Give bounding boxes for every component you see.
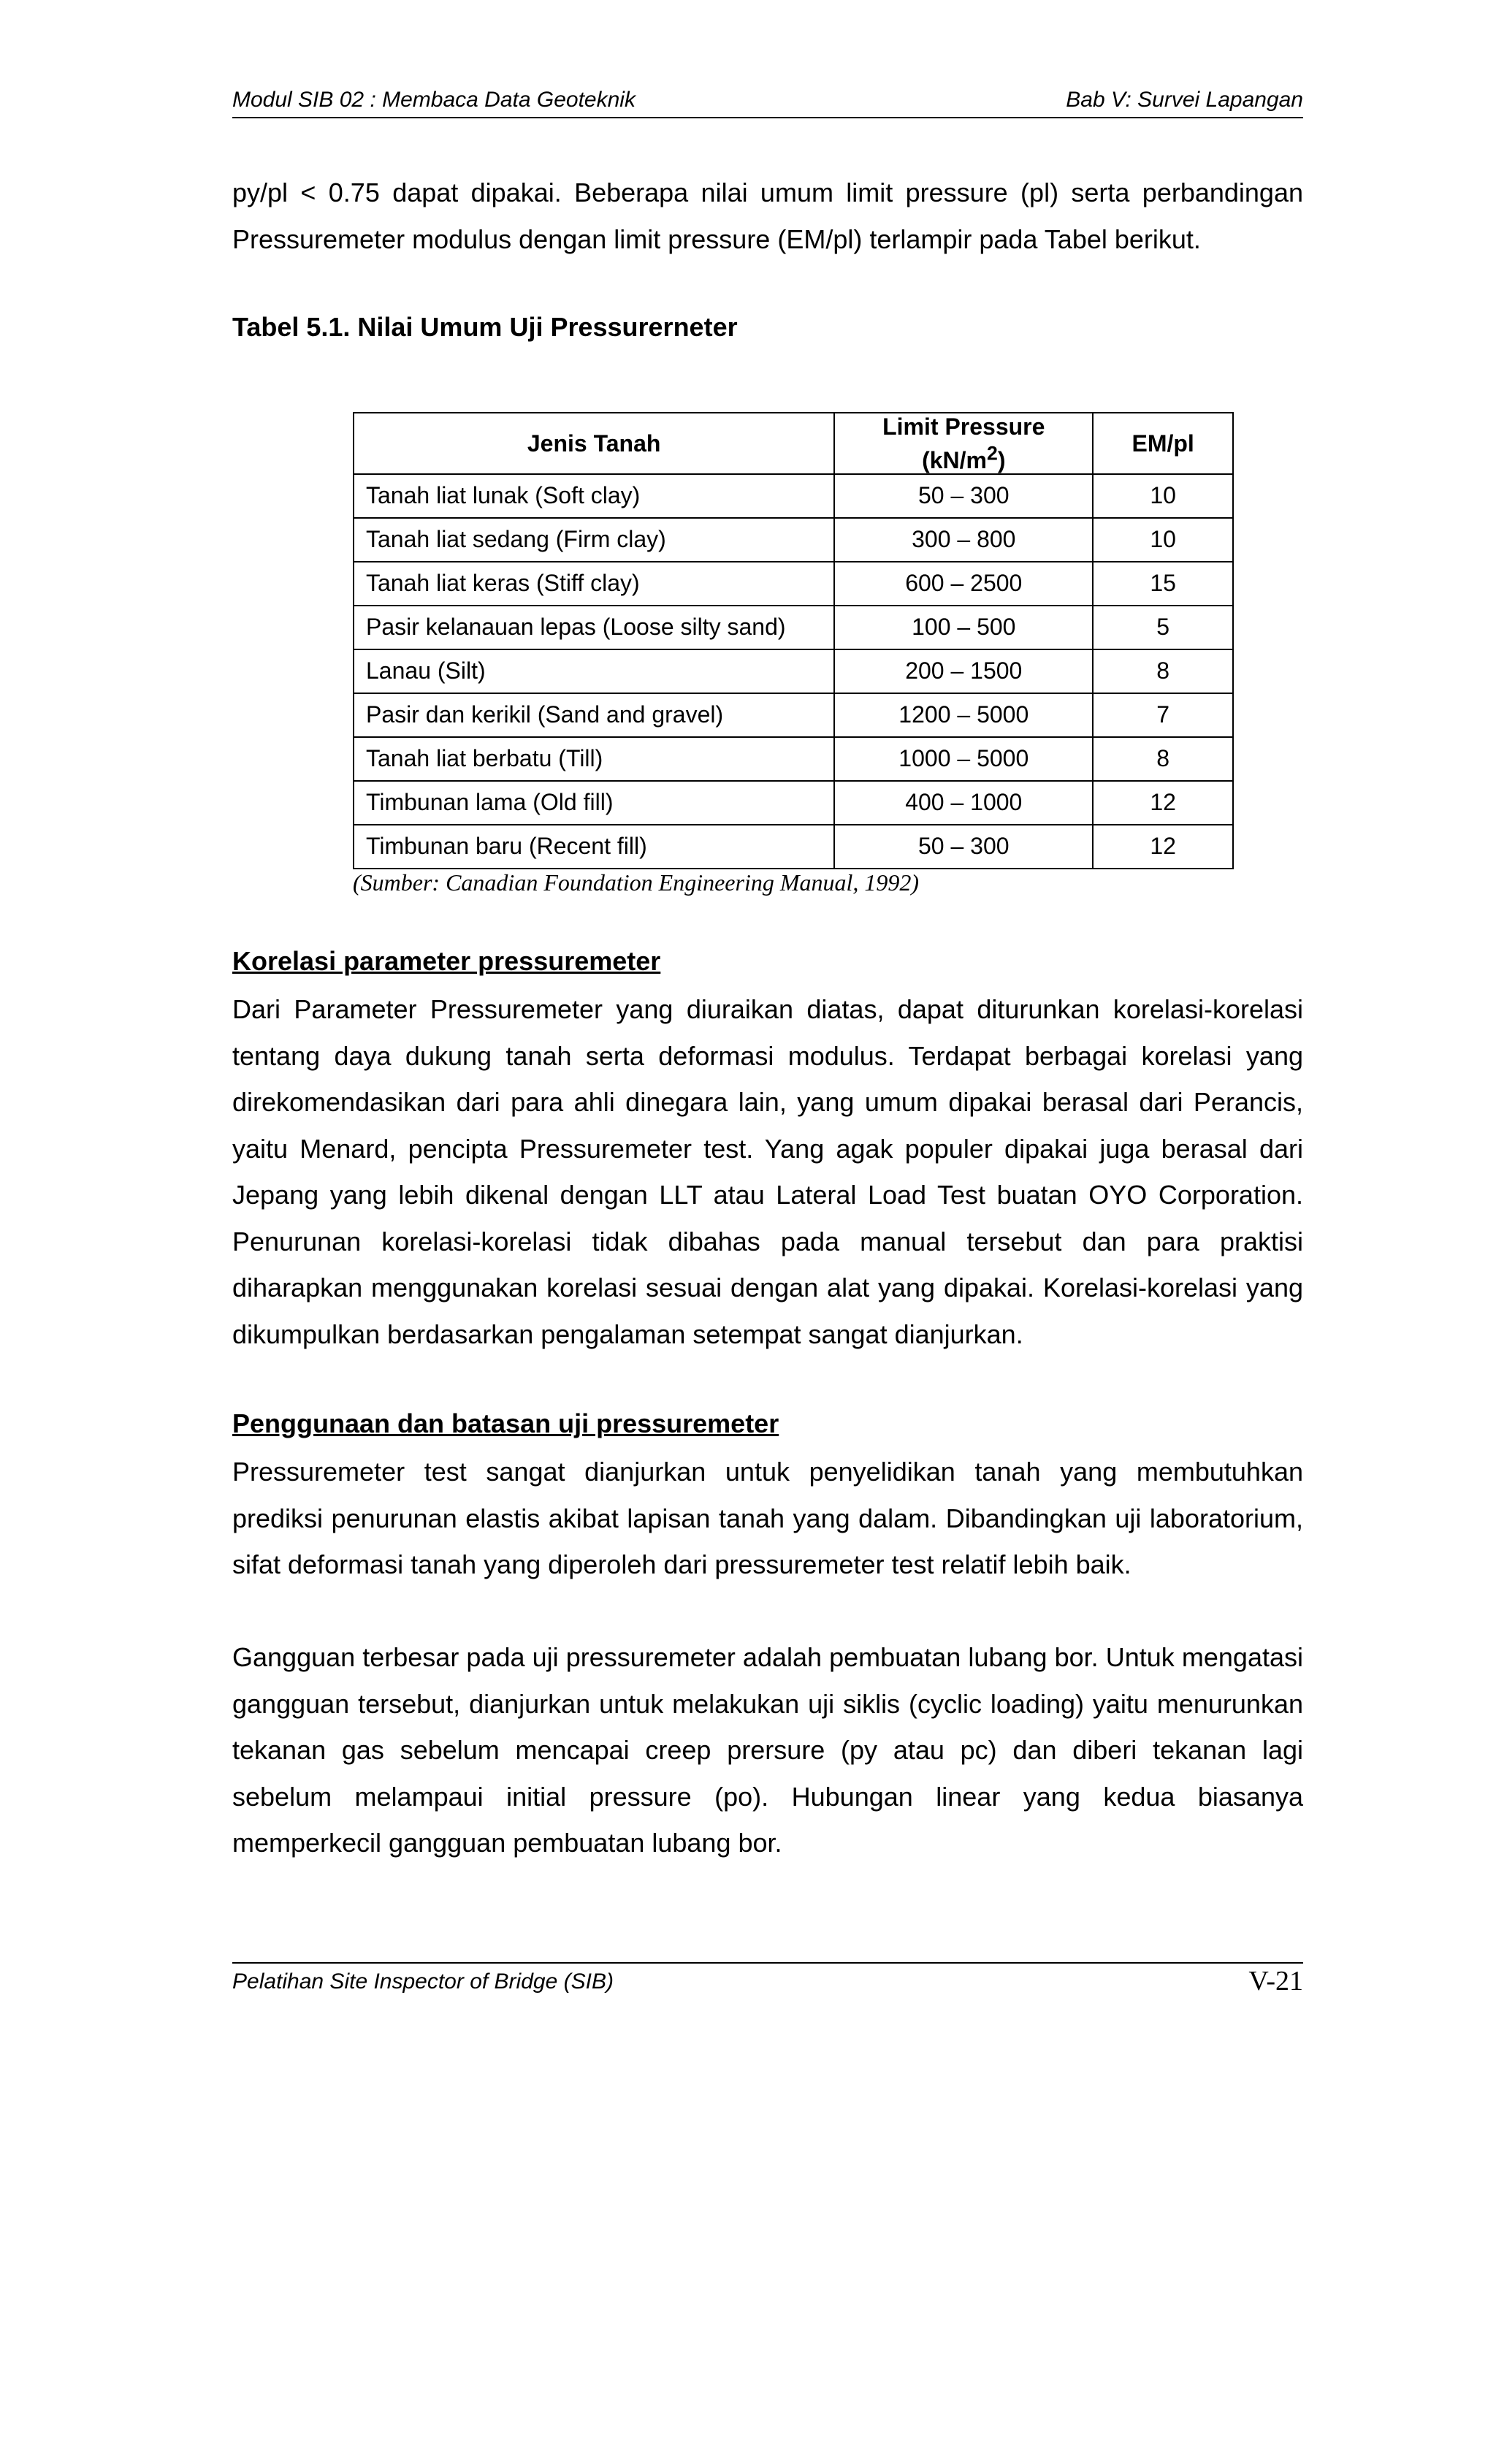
table-row [354,562,1233,606]
cell-limit-pressure: 600 – 2500 [834,562,1093,606]
correlation-paragraph: Dari Parameter Pressuremeter yang diuraikan diatas, dapat diturunkan korelasi-korelasi tentang daya dukung tanah serta deformasi modulus. Terdapat berbagai korelasi yang direkomendasikan dari para ahli dinegara lain, yang umum dipakai berasal dari Perancis, yaitu Menard, pencipta Pressuremeter test. Yang agak populer dipakai juga berasal dari Jepang yang lebih dikenal dengan LLT atau Lateral Load Test buatan OYO Corporation. Penurunan korelasi-korelasi tidak dibahas pada manual tersebut dan para praktisi diharapkan menggunakan korelasi sesuai dengan alat yang dipakai. Korelasi-korelasi yang dikumpulkan berdasarkan pengalaman setempat sangat dianjurkan. [232,994,1303,1349]
intro-paragraph: py/pl < 0.75 dapat dipakai. Beberapa nilai umum limit pressure (pl) serta perbandingan Pressuremeter modulus dengan limit pressure (EM/pl) terlampir pada Tabel berikut. [232,178,1303,254]
usage-heading: Penggunaan dan batasan uji pressuremeter [232,1408,779,1438]
cell-soil-type: Timbunan baru (Recent fill) [354,825,834,869]
cell-limit-pressure: 50 – 300 [834,474,1093,518]
cell-soil-type: Tanah liat lunak (Soft clay) [354,474,834,518]
page-header [232,86,1303,118]
cell-em-pl: 8 [1093,737,1233,781]
header-limit-pressure [834,413,1093,474]
table-row [354,474,1233,518]
header-em-pl: EM/pl [1093,413,1233,474]
header-limit-pressure-label: Limit Pressure [882,413,1045,440]
cell-soil-type: Tanah liat sedang (Firm clay) [354,518,834,562]
table-row [354,606,1233,649]
cell-limit-pressure: 50 – 300 [834,825,1093,869]
cell-limit-pressure: 1000 – 5000 [834,737,1093,781]
cell-limit-pressure: 100 – 500 [834,606,1093,649]
table-row [354,781,1233,825]
cell-limit-pressure: 200 – 1500 [834,649,1093,693]
table-row [354,825,1233,869]
cell-limit-pressure: 1200 – 5000 [834,693,1093,737]
cell-em-pl: 10 [1093,474,1233,518]
page-footer [232,1962,1303,1997]
cell-em-pl: 10 [1093,518,1233,562]
cell-limit-pressure: 400 – 1000 [834,781,1093,825]
footer-training-title: Pelatihan Site Inspector of Bridge (SIB) [232,1969,614,1994]
cell-em-pl: 5 [1093,606,1233,649]
table-header-row [354,413,1233,474]
table-caption: Tabel 5.1. Nilai Umum Uji Pressurerneter [232,312,738,342]
cell-soil-type: Lanau (Silt) [354,649,834,693]
cell-soil-type: Tanah liat berbatu (Till) [354,737,834,781]
cell-em-pl: 12 [1093,825,1233,869]
cell-soil-type: Tanah liat keras (Stiff clay) [354,562,834,606]
table-row [354,649,1233,693]
table-row [354,693,1233,737]
cell-em-pl: 15 [1093,562,1233,606]
correlation-heading: Korelasi parameter pressuremeter [232,946,661,976]
page-number: V-21 [1248,1966,1303,1996]
cell-soil-type: Pasir dan kerikil (Sand and gravel) [354,693,834,737]
header-soil-type: Jenis Tanah [354,413,834,474]
header-limit-pressure-unit: $(kN/m^2)$ [922,442,1006,473]
cell-em-pl: 7 [1093,693,1233,737]
cell-em-pl: 12 [1093,781,1233,825]
cell-soil-type: Pasir kelanauan lepas (Loose silty sand) [354,606,834,649]
cell-soil-type: Timbunan lama (Old fill) [354,781,834,825]
cell-em-pl: 8 [1093,649,1233,693]
header-module-title: Modul SIB 02 : Membaca Data Geoteknik [232,88,636,112]
header-chapter-title: Bab V: Survei Lapangan [1066,88,1303,112]
table-source-note: (Sumber: Canadian Foundation Engineering Manual, 1992) [353,869,920,896]
table-row [354,518,1233,562]
pressuremeter-table [353,412,1234,869]
usage-paragraph-2: Gangguan terbesar pada uji pressuremeter adalah pembuatan lubang bor. Untuk mengatasi gangguan tersebut, dianjurkan untuk melakukan uji siklis (cyclic loading) yaitu menurunkan tekanan gas sebelum mencapai creep prersure (py atau pc) dan diberi tekanan lagi sebelum melampaui initial pressure (po). Hubungan linear yang kedua biasanya memperkecil gangguan pembuatan lubang bor. [232,1642,1303,1858]
usage-paragraph-1: Pressuremeter test sangat dianjurkan untuk penyelidikan tanah yang membutuhkan prediksi penurunan elastis akibat lapisan tanah yang dalam. Dibandingkan uji laboratorium, sifat deformasi tanah yang diperoleh dari pressuremeter test relatif lebih baik. [232,1457,1303,1579]
table-row [354,737,1233,781]
cell-limit-pressure: 300 – 800 [834,518,1093,562]
